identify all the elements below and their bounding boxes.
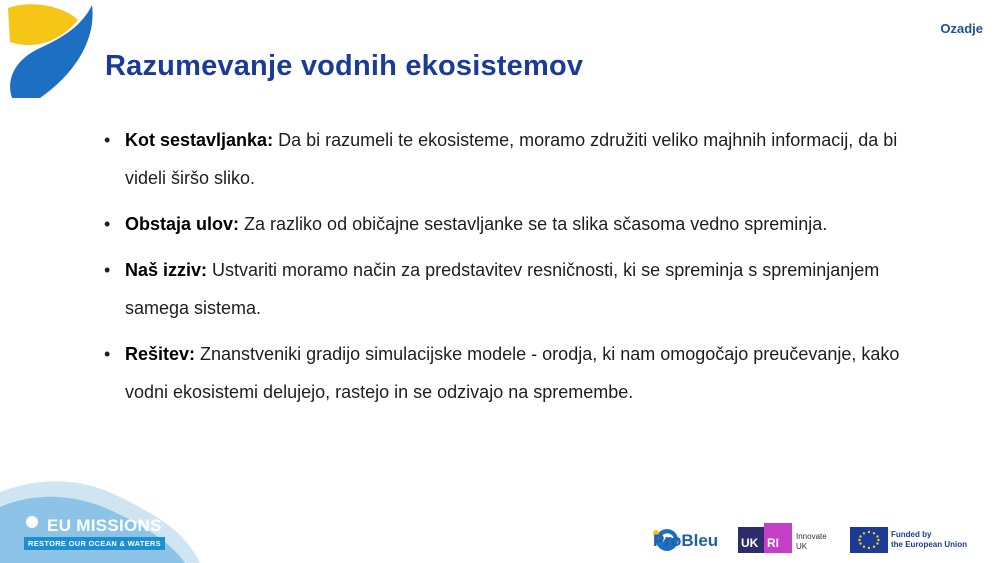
innovate-uk-label [796, 532, 827, 552]
section-label[interactable]: Ozadje [940, 21, 983, 36]
bullet-list [104, 121, 904, 419]
bullet-text: Ustvariti moramo način za predstavitev resničnosti, ki se spreminja s spreminjanjem samega sistema. [125, 260, 880, 318]
ukri-logo-icon [738, 523, 796, 555]
eu-missions-title: EU MISSIONS [47, 516, 162, 535]
svg-text:RI: RI [767, 536, 779, 550]
bullet-dot: • [104, 214, 111, 234]
innovate-line-2: UK [796, 542, 808, 551]
bullet-text: Znanstveniki gradijo simulacijske modele - orodja, ki nam omogočajo preučevanje, kako vodni ekosistemi delujejo, rastejo in se odzivajo na spremembe. [125, 344, 900, 402]
funded-line-2: the European Union [891, 540, 967, 549]
eu-flag-icon [850, 527, 888, 553]
funded-line-1: Funded by [891, 530, 932, 539]
funded-by-eu-label [891, 530, 967, 550]
bullet-dot: • [104, 344, 111, 364]
bullet-item [104, 205, 904, 243]
bullet-item [104, 335, 904, 411]
bullet-item [104, 251, 904, 327]
page-title: Razumevanje vodnih ekosistemov [105, 50, 584, 82]
bullet-text: Za razliko od običajne sestavljanke se ta slika sčasoma vedno spreminja. [239, 214, 828, 234]
probleu-wordmark: ProBleu [653, 531, 719, 550]
eu-missions-subtitle: RESTORE OUR OCEAN & WATERS [24, 537, 165, 550]
bullet-bold: Obstaja ulov: [125, 214, 240, 234]
probleu-corner-logo [0, 0, 100, 100]
bullet-bold: Rešitev: [125, 344, 196, 364]
bullet-item [104, 121, 904, 197]
bullet-text: Da bi razumeli te ekosisteme, moramo združiti veliko majhnih informacij, da bi videli širšo sliko. [125, 130, 898, 188]
bullet-dot: • [104, 260, 111, 280]
innovate-line-1: Innovate [796, 532, 827, 541]
bullet-dot: • [104, 130, 111, 150]
svg-text:UK: UK [741, 536, 759, 550]
bullet-bold: Kot sestavljanka: [125, 130, 274, 150]
bullet-bold: Naš izziv: [125, 260, 208, 280]
